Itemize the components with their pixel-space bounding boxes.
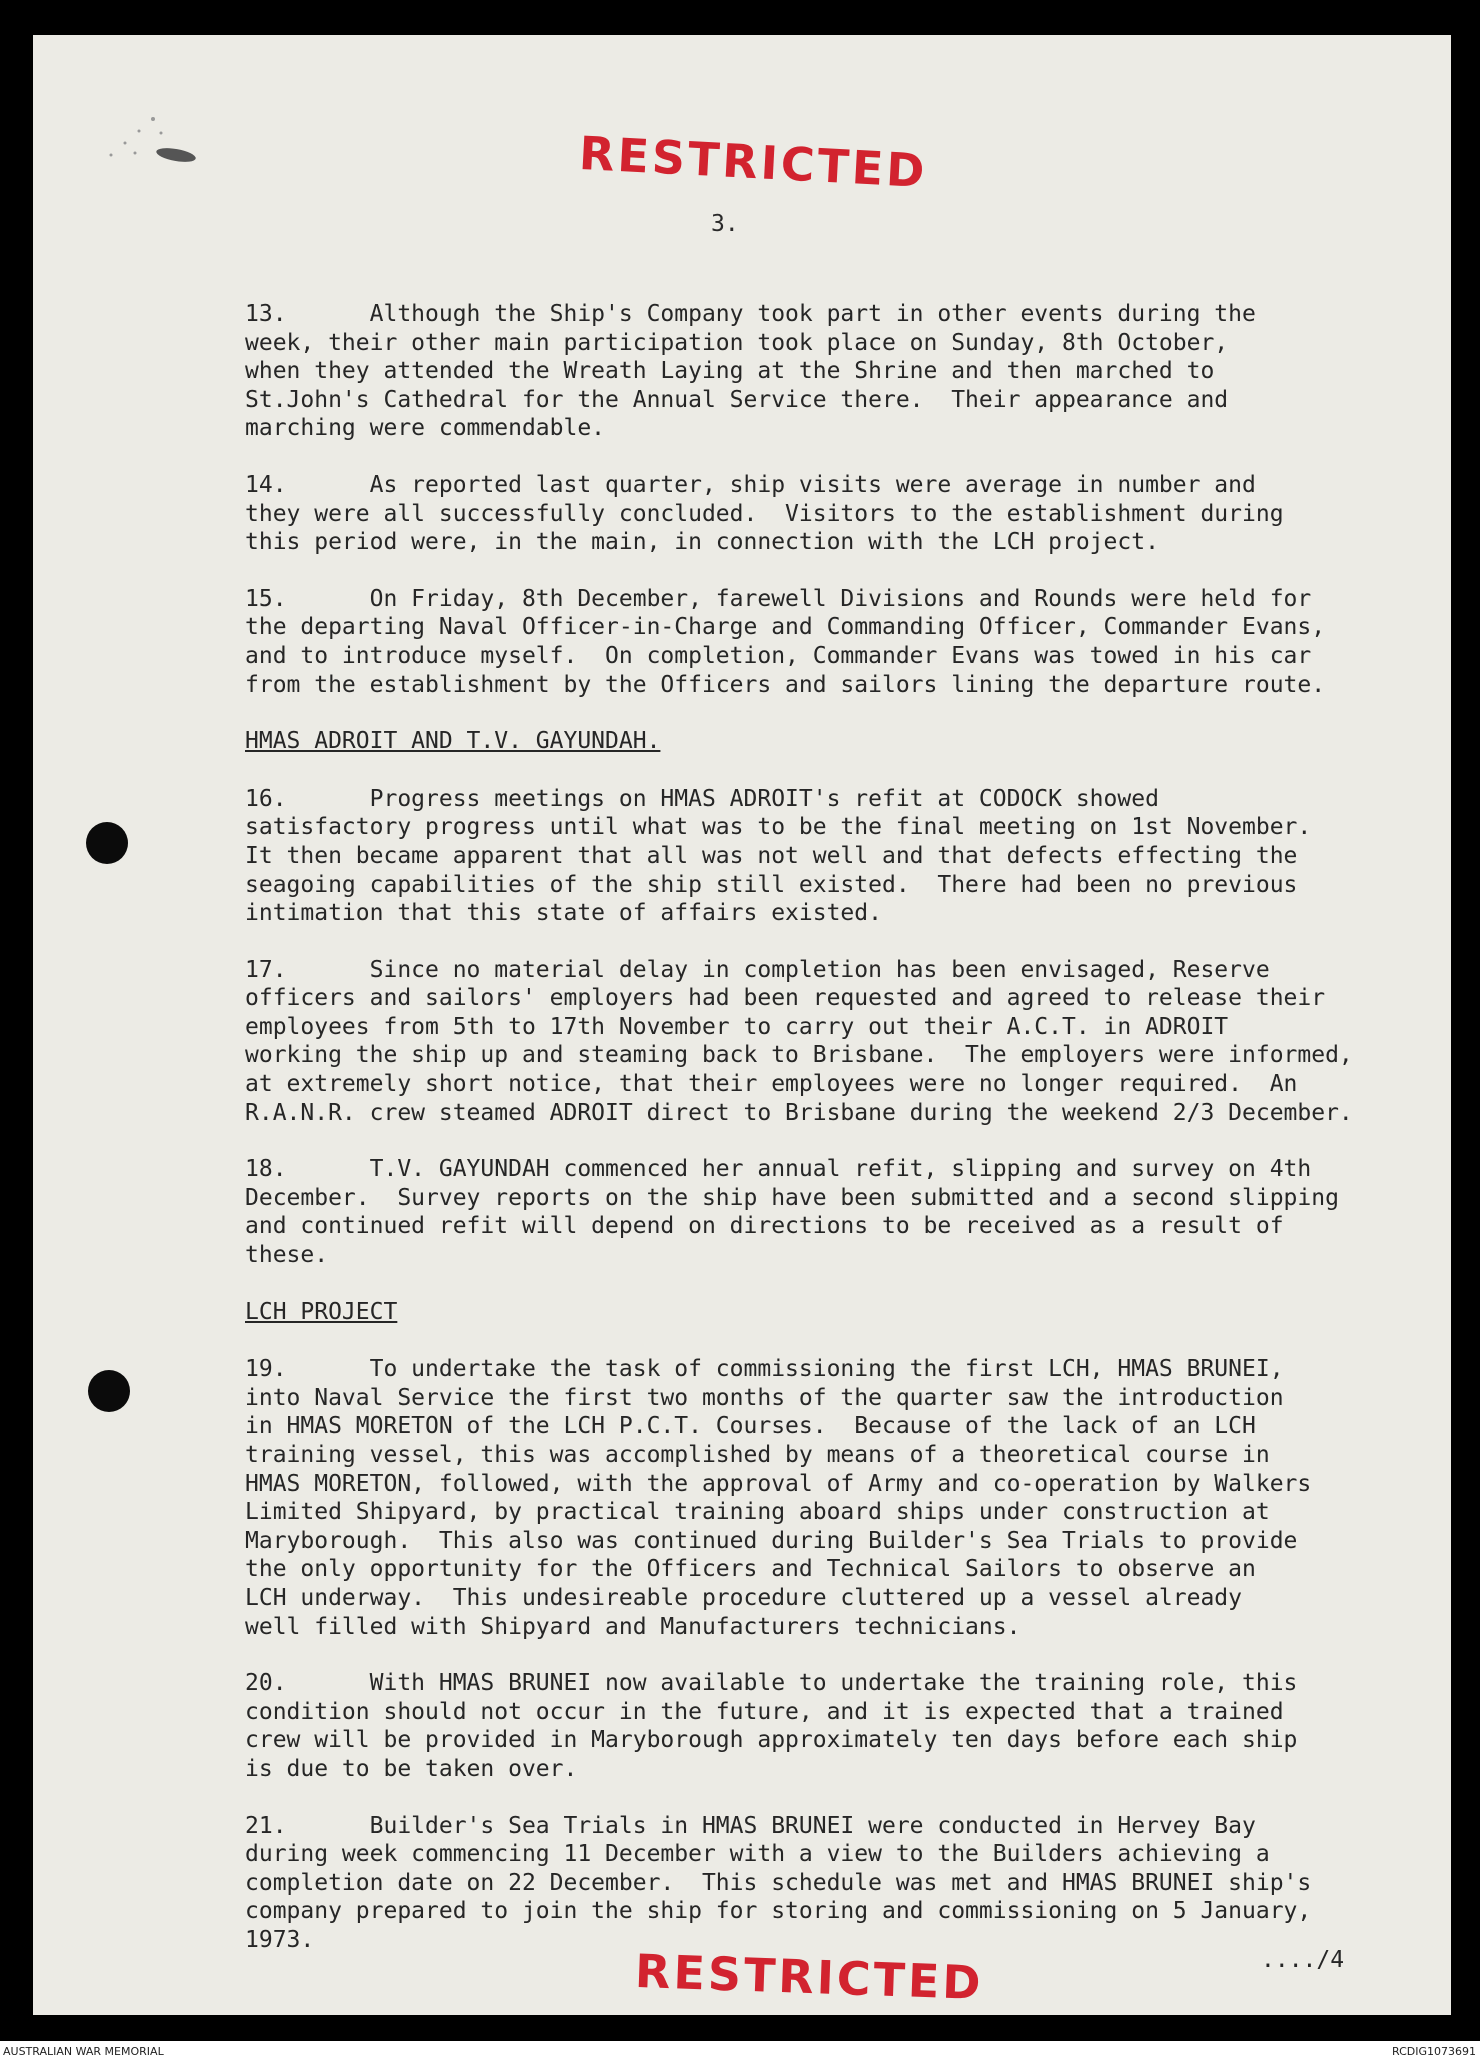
restricted-stamp-top: RESTRICTED bbox=[577, 125, 929, 199]
paragraph-line: from the establishment by the Officers and sailors lining the departure route. bbox=[245, 671, 1326, 698]
paragraph-line: 14. As reported last quarter, ship visits were average in number and bbox=[245, 471, 1256, 498]
paragraph-line: and to introduce myself. On completion, Commander Evans was towed in his car bbox=[245, 642, 1312, 669]
section-heading: HMAS ADROIT AND T.V. GAYUNDAH. bbox=[245, 728, 661, 755]
paragraph bbox=[245, 471, 1445, 557]
paragraph bbox=[245, 956, 1445, 1128]
archive-reference: RCDIG1073691 bbox=[1391, 2045, 1476, 2058]
paragraph-line: officers and sailors' employers had been requested and agreed to release their bbox=[245, 985, 1326, 1012]
paragraph-line: the departing Naval Officer-in-Charge and Commanding Officer, Commander Evans, bbox=[245, 614, 1326, 641]
paragraph-line: company prepared to join the ship for storing and commissioning on 5 January, bbox=[245, 1898, 1312, 1925]
document-body bbox=[245, 300, 1445, 1983]
paragraph-line: 1973. bbox=[245, 1926, 315, 1953]
page-number: 3. bbox=[711, 211, 739, 237]
paragraph-line: at extremely short notice, that their employees were no longer required. An bbox=[245, 1071, 1298, 1098]
paragraph-line: marching were commendable. bbox=[245, 415, 606, 442]
paragraph-line: into Naval Service the first two months of the quarter saw the introduction bbox=[245, 1384, 1284, 1411]
paragraph-group bbox=[245, 1355, 1445, 1954]
paragraph-line: 18. T.V. GAYUNDAH commenced her annual refit, slipping and survey on 4th bbox=[245, 1156, 1312, 1183]
paragraph-line: completion date on 22 December. This schedule was met and HMAS BRUNEI ship's bbox=[245, 1869, 1312, 1896]
paragraph bbox=[245, 585, 1445, 699]
paragraph-line: 20. With HMAS BRUNEI now available to undertake the training role, this bbox=[245, 1670, 1298, 1697]
paragraph-line: crew will be provided in Maryborough approximately ten days before each ship bbox=[245, 1727, 1298, 1754]
punch-hole bbox=[86, 822, 128, 864]
paragraph-line: well filled with Shipyard and Manufacturers technicians. bbox=[245, 1613, 1021, 1640]
paragraph-line: week, their other main participation took place on Sunday, 8th October, bbox=[245, 329, 1229, 356]
paragraph-line: 13. Although the Ship's Company took part in other events during the bbox=[245, 301, 1256, 327]
paragraph-line: in HMAS MORETON of the LCH P.C.T. Courses. Because of the lack of an LCH bbox=[245, 1413, 1256, 1440]
archive-footer bbox=[0, 2041, 1480, 2061]
paragraph-line: Maryborough. This also was continued during Builder's Sea Trials to provide bbox=[245, 1527, 1298, 1554]
paragraph-line: these. bbox=[245, 1242, 329, 1269]
paragraph-line: when they attended the Wreath Laying at the Shrine and then marched to bbox=[245, 358, 1215, 385]
paragraph-line: employees from 5th to 17th November to carry out their A.C.T. in ADROIT bbox=[245, 1013, 1229, 1040]
paragraph-line: 16. Progress meetings on HMAS ADROIT's refit at CODOCK showed bbox=[245, 785, 1159, 812]
paragraph-line: and continued refit will depend on directions to be received as a result of bbox=[245, 1213, 1284, 1240]
punch-hole bbox=[88, 1370, 130, 1412]
paragraph-line: LCH underway. This undesireable procedure cluttered up a vessel already bbox=[245, 1584, 1242, 1611]
paragraph-line: R.A.N.R. crew steamed ADROIT direct to Brisbane during the weekend 2/3 December. bbox=[245, 1099, 1353, 1126]
document-page bbox=[33, 35, 1451, 2015]
restricted-stamp-bottom: RESTRICTED bbox=[634, 1943, 985, 2011]
paragraph-line: working the ship up and steaming back to Brisbane. The employers were informed, bbox=[245, 1042, 1353, 1069]
continuation-marker: ..../4 bbox=[1261, 1947, 1345, 1973]
paragraph-line: training vessel, this was accomplished by means of a theoretical course in bbox=[245, 1442, 1270, 1468]
paragraph-line: 21. Builder's Sea Trials in HMAS BRUNEI were conducted in Hervey Bay bbox=[245, 1812, 1256, 1839]
paragraph-line: satisfactory progress until what was to be the final meeting on 1st November. bbox=[245, 814, 1312, 841]
paragraph-line: December. Survey reports on the ship have been submitted and a second slipping bbox=[245, 1184, 1339, 1211]
paragraph-line: this period were, in the main, in connection with the LCH project. bbox=[245, 529, 1159, 556]
paragraph-line: seagoing capabilities of the ship still existed. There had been no previous bbox=[245, 871, 1298, 898]
paragraph-line: is due to be taken over. bbox=[245, 1755, 578, 1782]
paragraph-line: condition should not occur in the future, and it is expected that a trained bbox=[245, 1698, 1284, 1725]
paragraph-line: intimation that this state of affairs existed. bbox=[245, 900, 882, 927]
paragraph-line: HMAS MORETON, followed, with the approval of Army and co-operation by Walkers bbox=[245, 1470, 1312, 1497]
paragraph-line: It then became apparent that all was not well and that defects effecting the bbox=[245, 842, 1298, 869]
archive-name: AUSTRALIAN WAR MEMORIAL bbox=[3, 2045, 164, 2058]
paragraph-line: 17. Since no material delay in completion has been envisaged, Reserve bbox=[245, 956, 1270, 983]
paragraph bbox=[245, 1812, 1445, 1955]
paragraph bbox=[245, 785, 1445, 928]
paragraph bbox=[245, 300, 1445, 443]
paragraph-line: the only opportunity for the Officers and Technical Sailors to observe an bbox=[245, 1556, 1256, 1583]
paragraph-line: they were all successfully concluded. Visitors to the establishment during bbox=[245, 500, 1284, 527]
paragraph-group bbox=[245, 785, 1445, 1270]
paragraph-group bbox=[245, 300, 1445, 699]
paragraph-line: Limited Shipyard, by practical training aboard ships under construction at bbox=[245, 1499, 1270, 1526]
pin-hole-marks bbox=[103, 107, 193, 187]
paragraph-line: 15. On Friday, 8th December, farewell Divisions and Rounds were held for bbox=[245, 585, 1312, 612]
paragraph-line: St.John's Cathedral for the Annual Service there. Their appearance and bbox=[245, 386, 1229, 413]
paragraph bbox=[245, 1155, 1445, 1269]
paragraph-line: 19. To undertake the task of commissioning the first LCH, HMAS BRUNEI, bbox=[245, 1356, 1284, 1383]
paragraph bbox=[245, 1669, 1445, 1783]
paragraph-line: during week commencing 11 December with a view to the Builders achieving a bbox=[245, 1841, 1270, 1868]
section-heading: LCH PROJECT bbox=[245, 1298, 398, 1325]
paragraph bbox=[245, 1355, 1445, 1641]
